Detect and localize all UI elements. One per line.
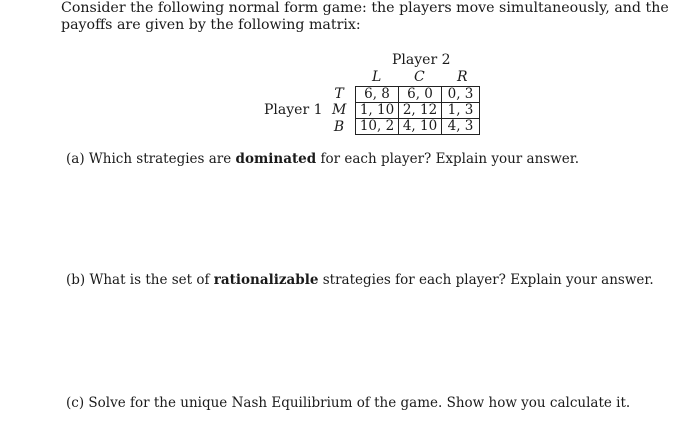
payoff-cell: 1, 10 bbox=[356, 103, 399, 119]
payoff-cell: 1, 3 bbox=[442, 103, 480, 119]
column-header-c: C bbox=[414, 69, 425, 85]
question-b-keyword: rationalizable bbox=[213, 272, 319, 288]
payoff-matrix bbox=[355, 86, 480, 135]
row-header-b: B bbox=[333, 119, 345, 135]
question-b-prefix: (b) What is the set of bbox=[66, 272, 214, 288]
question-a-prefix: (a) Which strategies are bbox=[66, 151, 236, 167]
question-c: (c) Solve for the unique Nash Equilibrium of the game. Show how you calculate it. bbox=[66, 395, 631, 411]
payoff-row-b bbox=[356, 119, 480, 135]
column-header-l: L bbox=[372, 69, 382, 85]
question-b bbox=[66, 272, 654, 288]
column-header-r: R bbox=[457, 69, 468, 85]
payoff-cell: 6, 8 bbox=[356, 87, 399, 103]
question-a-keyword: dominated bbox=[235, 151, 317, 167]
question-b-suffix: strategies for each player? Explain your answer. bbox=[318, 272, 654, 288]
player1-label: Player 1 bbox=[264, 102, 323, 118]
payoff-cell: 4, 10 bbox=[399, 119, 442, 135]
payoff-cell: 2, 12 bbox=[399, 103, 442, 119]
player2-label: Player 2 bbox=[392, 52, 451, 68]
row-header-m: M bbox=[332, 102, 347, 118]
intro-paragraph: Consider the following normal form game: the players move simultaneously, and the payoffs are given by the following matrix: bbox=[61, 0, 669, 33]
row-header-t: T bbox=[334, 86, 344, 102]
payoff-cell: 10, 2 bbox=[356, 119, 399, 135]
payoff-cell: 6, 0 bbox=[399, 87, 442, 103]
question-a-suffix: for each player? Explain your answer. bbox=[316, 151, 580, 167]
payoff-cell: 0, 3 bbox=[442, 87, 480, 103]
payoff-cell: 4, 3 bbox=[442, 119, 480, 135]
payoff-row-m bbox=[356, 103, 480, 119]
payoff-row-t bbox=[356, 87, 480, 103]
question-a bbox=[66, 151, 579, 167]
